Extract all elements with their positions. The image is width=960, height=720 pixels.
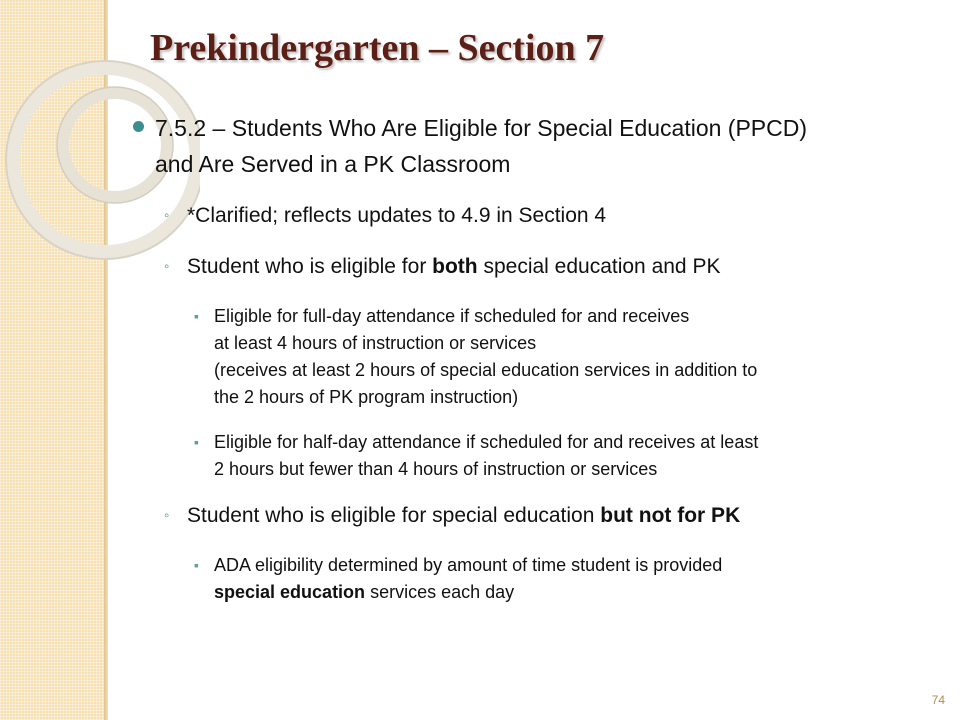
full-day-line4: the 2 hours of PK program instruction): [214, 387, 519, 407]
sub-bullet-both-text: Student who is eligible for: [187, 255, 433, 278]
bullet-7-5-2: [130, 110, 945, 182]
full-day-line2: at least 4 hours of instruction or services: [214, 333, 537, 353]
diamond-bullet-icon: ▪: [194, 308, 199, 324]
sub-sub-bullet-full-day: [130, 303, 945, 411]
full-day-line3: (receives at least 2 hours of special education services in addition to: [214, 360, 758, 380]
sub-bullet-not-pk-emphasis: but not for PK: [600, 504, 741, 527]
diamond-bullet-icon: ▪: [194, 557, 199, 573]
sub-sub-bullet-half-day: [130, 429, 945, 483]
page-number: 74: [931, 693, 945, 707]
ada-line1: ADA eligibility determined by amount of time student is provided: [214, 555, 723, 575]
sub-bullet-both: [130, 252, 945, 282]
half-day-line2: 2 hours but fewer than 4 hours of instruction or services: [214, 459, 658, 479]
sub-bullet-both-text-end: special education and PK: [477, 255, 721, 278]
sub-bullet-not-pk: [130, 501, 945, 531]
sub-sub-bullet-ada: [130, 552, 945, 606]
full-day-line1: Eligible for full-day attendance if scheduled for and receives: [214, 306, 690, 326]
bullet-7-5-2-line1: 7.5.2 – Students Who Are Eligible for Special Education (PPCD): [155, 115, 808, 141]
sub-bullet-clarified-text: *Clarified; reflects updates to 4.9 in Section 4: [187, 204, 607, 227]
diamond-bullet-icon: ▪: [194, 434, 199, 450]
ring-bullet-icon: ◦: [164, 258, 170, 275]
ada-emphasis: special education: [214, 582, 366, 602]
bullet-dot-icon: [133, 121, 144, 132]
slide-content: [130, 110, 945, 624]
sub-bullet-not-pk-text: Student who is eligible for special education: [187, 504, 601, 527]
ring-bullet-icon: ◦: [164, 207, 170, 224]
slide-title: Prekindergarten – Section 7: [150, 27, 605, 69]
ring-bullet-icon: ◦: [164, 507, 170, 524]
half-day-line1: Eligible for half-day attendance if scheduled for and receives at least: [214, 432, 759, 452]
bullet-7-5-2-line2: and Are Served in a PK Classroom: [155, 151, 511, 177]
ada-line2-end: services each day: [365, 582, 515, 602]
sub-bullet-clarified: [130, 201, 945, 231]
sub-bullet-both-emphasis: both: [432, 255, 478, 278]
